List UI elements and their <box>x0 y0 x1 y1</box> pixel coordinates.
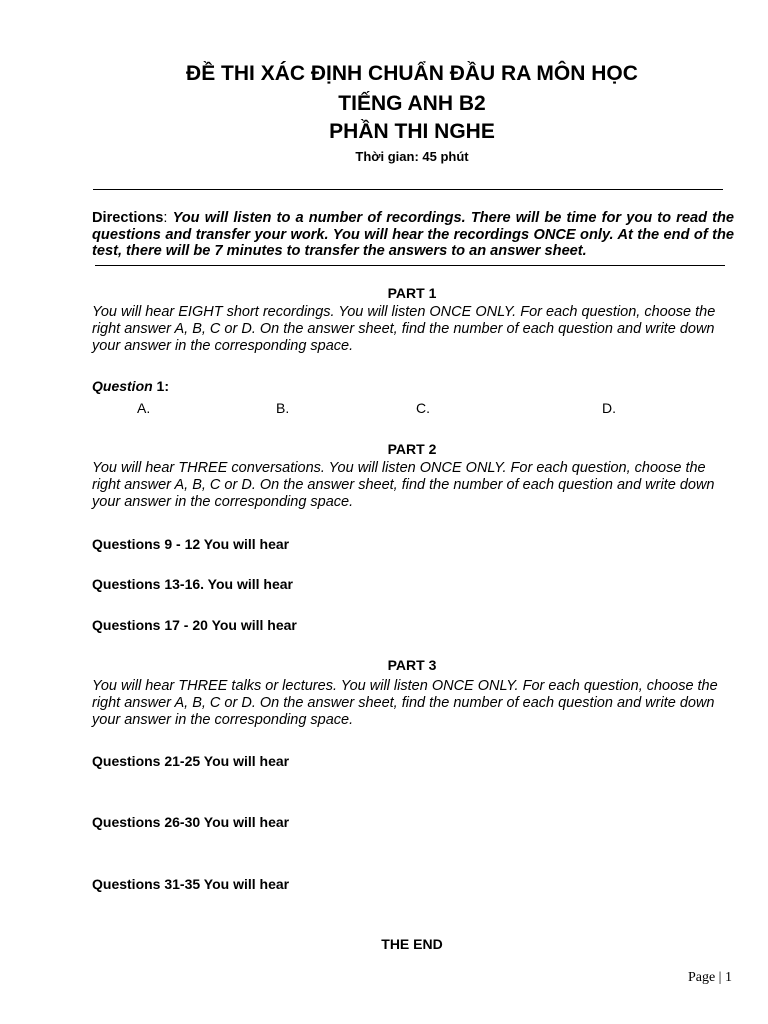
part2-heading: PART 2 <box>387 441 437 457</box>
end-text: THE END <box>381 936 443 952</box>
exam-title: ĐỀ THI XÁC ĐỊNH CHUẨN ĐẦU RA MÔN HỌC <box>186 62 638 85</box>
page-number: Page | 1 <box>687 970 732 985</box>
part3-heading: PART 3 <box>387 657 437 673</box>
divider-bottom <box>95 265 725 266</box>
directions-block <box>92 210 734 260</box>
directions-colon: : <box>163 210 173 226</box>
directions-label: Directions <box>92 210 164 226</box>
exam-section: PHẦN THI NGHE <box>329 120 495 143</box>
part2-instructions: You will hear THREE conversations. You will listen ONCE ONLY. For each question, choose the right answer A, B, C or D. On the answer sheet, find the number of each question and write down your answer in the corresponding space. <box>92 460 715 510</box>
question-number: 1: <box>152 378 170 394</box>
option-c: C. <box>416 400 430 416</box>
part2-question-group-2: Questions 13-16. You will hear <box>92 576 293 592</box>
divider-top <box>93 189 723 190</box>
part3-instructions: You will hear THREE talks or lectures. You will listen ONCE ONLY. For each question, choose the right answer A, B, C or D. On the answer sheet, find the number of each question and write down your answer in the corresponding space. <box>92 678 718 728</box>
option-d: D. <box>602 400 616 416</box>
part1-heading: PART 1 <box>387 285 437 301</box>
part3-question-group-2: Questions 26-30 You will hear <box>92 814 290 830</box>
part3-question-group-1: Questions 21-25 You will hear <box>92 753 290 769</box>
exam-subject: TIẾNG ANH B2 <box>338 92 486 115</box>
part2-question-group-1: Questions 9 - 12 You will hear <box>92 536 290 552</box>
option-a: A. <box>137 400 151 416</box>
part3-question-group-3: Questions 31-35 You will hear <box>92 876 290 892</box>
question-label: Question <box>92 378 153 394</box>
part1-instructions: You will hear EIGHT short recordings. You will listen ONCE ONLY. For each question, choose the right answer A, B, C or D. On the answer sheet, find the number of each question and write down your answer in the corresponding space. <box>92 304 716 354</box>
directions-text: You will listen to a number of recordings. There will be time for you to read the questions and transfer your work. You will hear the recordings ONCE only. At the end of the test, there will be 7 minutes to transfer the answers to an answer sheet. <box>92 210 735 259</box>
part2-question-group-3: Questions 17 - 20 You will hear <box>92 617 297 633</box>
option-b: B. <box>276 400 290 416</box>
exam-time: Thời gian: 45 phút <box>355 149 469 164</box>
question-1 <box>92 378 169 394</box>
